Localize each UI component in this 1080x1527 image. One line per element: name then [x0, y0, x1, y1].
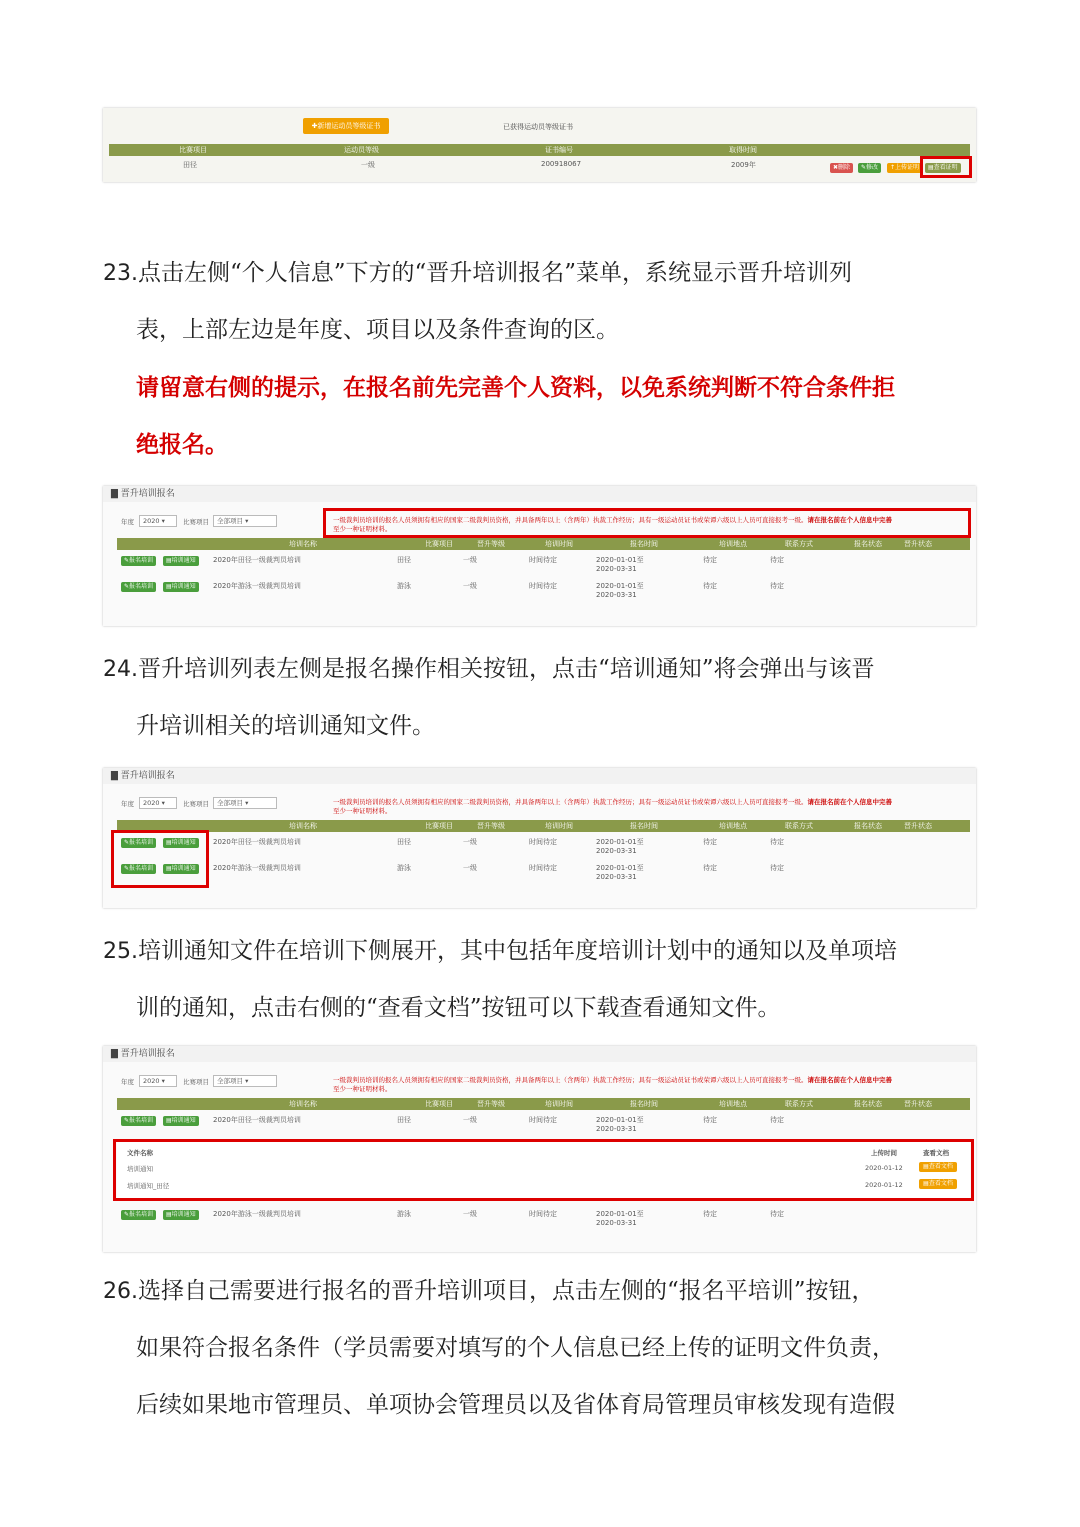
notice-button[interactable]: ▤培训通知: [163, 556, 199, 566]
step-text: 表，上部左边是年度、项目以及条件查询的区。: [136, 317, 619, 343]
table-row: ✎报名培训 ▤培训通知 2020年游泳一级裁判员培训 游泳 一级 时间待定 2020-01-01至 2020-03-31 待定 待定: [117, 860, 970, 886]
notice-text: 一级裁判员培训的报名人员须拥有相应的国家二级裁判员资格，并具备两年以上（含两年）执裁工作经历；具有一级运动员证书或荣谭六级以上人员可直接报考一级。请在报名前在个人信息中完善 至少一种证明材料。: [333, 1076, 892, 1093]
upload-proof-button[interactable]: ↑上传证明: [887, 163, 922, 173]
cell-date: 2009年: [731, 161, 756, 169]
step-24: 24.晋升培训列表左侧是报名操作相关按钮，点击“培训通知”将会弹出与该晋 升培训相关的培训通知文件。: [103, 656, 875, 739]
notice-button[interactable]: ▤培训通知: [163, 582, 199, 592]
year-select[interactable]: 2020 ▾: [139, 797, 177, 809]
signup-button[interactable]: ✎报名培训: [121, 1116, 156, 1126]
year-select[interactable]: 2020 ▾: [139, 515, 177, 527]
panel-title-text: 晋升培训报名: [120, 489, 175, 499]
doc-list: 文件名称 上传时间 查看文档 培训通知 2020-01-12 ▤查看文档 培训通知_田径 2020-01-12 ▤查看文档: [117, 1142, 970, 1198]
panel-title: ▇ 晋升培训报名: [103, 1046, 976, 1062]
view-doc-button[interactable]: ▤查看文档: [919, 1162, 957, 1172]
notice-button[interactable]: ▤培训通知: [163, 1210, 199, 1220]
step-25: 25.培训通知文件在培训下侧展开，其中包括年度培训计划中的通知以及单项培 训的通知，点击右侧的“查看文档”按钮可以下载查看通知文件。: [103, 938, 897, 1021]
notice-button[interactable]: ▤培训通知: [163, 1116, 199, 1126]
col-date: 取得时间: [729, 146, 757, 154]
signup-button[interactable]: ✎报名培训: [121, 582, 156, 592]
book-icon: ▇: [111, 1049, 121, 1059]
book-icon: ▇: [111, 771, 121, 781]
training-table-header: 培训名称 比赛项目 晋升等级 培训时间 报名时间 培训地点 联系方式 报名状态 晋升状态: [117, 538, 970, 550]
year-label: 年度: [121, 518, 134, 526]
signup-button[interactable]: ✎报名培训: [121, 864, 156, 874]
highlight-box: [111, 830, 209, 888]
view-proof-button[interactable]: ▤查看证明: [925, 163, 961, 173]
step-26: 26.选择自己需要进行报名的晋升培训项目，点击左侧的“报名平培训”按钮， 如果符合报名条件（学员需要对填写的个人信息已经上传的证明文件负责， 后续如果地市管理员、单项协会管理员以及省体育局管理员审核发现有造假: [103, 1278, 895, 1418]
table-row: ✎报名培训 ▤培训通知 2020年游泳一级裁判员培训 游泳 一级 时间待定 2020-01-01至 2020-03-31 待定 待定: [117, 578, 970, 604]
notice-text: 一级裁判员培训的报名人员须拥有相应的国家二级裁判员资格，并具备两年以上（含两年）执裁工作经历；具有一级运动员证书或荣谭六级以上人员可直接报考一级。请在报名前在个人信息中完善 至少一种证明材料。: [333, 516, 892, 533]
col-level: 运动员等级: [344, 146, 379, 154]
cell-level: 一级: [361, 161, 375, 169]
project-select[interactable]: 全部项目 ▾: [213, 515, 277, 527]
signup-button[interactable]: ✎报名培训: [121, 1210, 156, 1220]
notice-text: 一级裁判员培训的报名人员须拥有相应的国家二级裁判员资格，并具备两年以上（含两年）执裁工作经历；具有一级运动员证书或荣谭六级以上人员可直接报考一级。请在报名前在个人信息中完善 至少一种证明材料。: [333, 798, 892, 815]
col-cert-no: 证书编号: [545, 146, 573, 154]
warning-text: 绝报名。: [136, 431, 228, 458]
table-row: ✎报名培训 ▤培训通知 2020年田径一级裁判员培训 田径 一级 时间待定 2020-01-01至 2020-03-31 待定 待定: [117, 552, 970, 578]
table-row: ✎报名培训 ▤培训通知 2020年田径一级裁判员培训 田径 一级 时间待定 2020-01-01至 2020-03-31 待定 待定: [117, 834, 970, 860]
edit-button[interactable]: ✎修改: [858, 163, 881, 173]
signup-button[interactable]: ✎报名培训: [121, 556, 156, 566]
highlight-box: [323, 508, 971, 538]
certificate-screenshot: [103, 108, 976, 182]
year-select[interactable]: 2020 ▾: [139, 1075, 177, 1087]
panel-title: ▇ 晋升培训报名: [103, 768, 976, 784]
certificate-heading: 已获得运动员等级证书: [503, 123, 573, 131]
step-number: 23.: [103, 261, 138, 286]
delete-button[interactable]: ✖删除: [830, 163, 853, 173]
project-select[interactable]: 全部项目 ▾: [213, 1075, 277, 1087]
training-table-header: 培训名称 比赛项目 晋升等级 培训时间 报名时间 培训地点 联系方式 报名状态 晋升状态: [117, 820, 970, 832]
col-project: 比赛项目: [179, 146, 207, 154]
step-23: [103, 245, 983, 473]
cell-cert-no: 200918067: [541, 160, 582, 168]
notice-button[interactable]: ▤培训通知: [163, 838, 199, 848]
warning-text: 请留意右侧的提示，在报名前先完善个人资料，以免系统判断不符合条件拒: [136, 374, 895, 401]
project-select[interactable]: 全部项目 ▾: [213, 797, 277, 809]
table-row: ✎报名培训 ▤培训通知 2020年田径一级裁判员培训 田径 一级 时间待定 2020-01-01至 2020-03-31 待定 待定: [117, 1112, 970, 1138]
highlight-box: [113, 1139, 974, 1201]
panel-title: [103, 486, 976, 502]
cell-project: 田径: [183, 161, 197, 169]
view-doc-button[interactable]: ▤查看文档: [919, 1179, 957, 1189]
training-table-header: 培训名称 比赛项目 晋升等级 培训时间 报名时间 培训地点 联系方式 报名状态 晋升状态: [117, 1098, 970, 1110]
step-text: 点击左侧“个人信息”下方的“晋升培训报名”菜单，系统显示晋升培训列: [138, 260, 853, 286]
training-list-screenshot: [103, 486, 976, 626]
table-row: ✎报名培训 ▤培训通知 2020年游泳一级裁判员培训 游泳 一级 时间待定 2020-01-01至 2020-03-31 待定 待定: [117, 1206, 970, 1232]
notice-button[interactable]: ▤培训通知: [163, 864, 199, 874]
certificate-table-header: [109, 144, 970, 156]
book-icon: ▇: [111, 489, 121, 499]
training-buttons-screenshot: ▇ 晋升培训报名 年度 2020 ▾ 比赛项目 全部项目 ▾ 一级裁判员培训的报名人员须拥有相应的国家二级裁判员资格，并具备两年以上（含两年）执裁工作经历；具有一级运动员证书或荣谭六级以上人员可直接报考一级。请在报名前在个人信息中完善 至少一种证明材料。 培训名称 比赛项目 晋升等级 培训时间 报名时间 培训地点 联系方式 报名状态 晋升状态 ✎报名培训 ▤培训通知 2020年田径一级裁判员培训 田径 一级 时间待定 2020-01-01至 2020-03-31 待定 待定 ✎报名培训 ▤培训通知 2020年游泳一级裁判员培训 游泳 一级 时间待定 2020-01-01至 2020-03-31 待定 待定: [103, 768, 976, 908]
signup-button[interactable]: ✎报名培训: [121, 838, 156, 848]
training-docs-screenshot: ▇ 晋升培训报名 年度 2020 ▾ 比赛项目 全部项目 ▾ 一级裁判员培训的报名人员须拥有相应的国家二级裁判员资格，并具备两年以上（含两年）执裁工作经历；具有一级运动员证书或荣谭六级以上人员可直接报考一级。请在报名前在个人信息中完善 至少一种证明材料。 培训名称 比赛项目 晋升等级 培训时间 报名时间 培训地点 联系方式 报名状态 晋升状态 ✎报名培训 ▤培训通知 2020年田径一级裁判员培训 田径 一级 时间待定 2020-01-01至 2020-03-31 待定 待定 文件名称 上传时间 查看文档 培训通知 2020-01-12 ▤查看文档 培训通知_田径 2020-01-12 ▤查看文档 ✎报名培训 ▤培训通知 2020年游泳一级裁判员培训 游泳 一级 时间待定 2020-01-01至 2020-03-31 待定 待定: [103, 1046, 976, 1252]
highlight-box: [920, 156, 972, 178]
project-label: 比赛项目: [183, 518, 209, 526]
add-certificate-button[interactable]: ✚新增运动员等级证书: [303, 118, 389, 134]
